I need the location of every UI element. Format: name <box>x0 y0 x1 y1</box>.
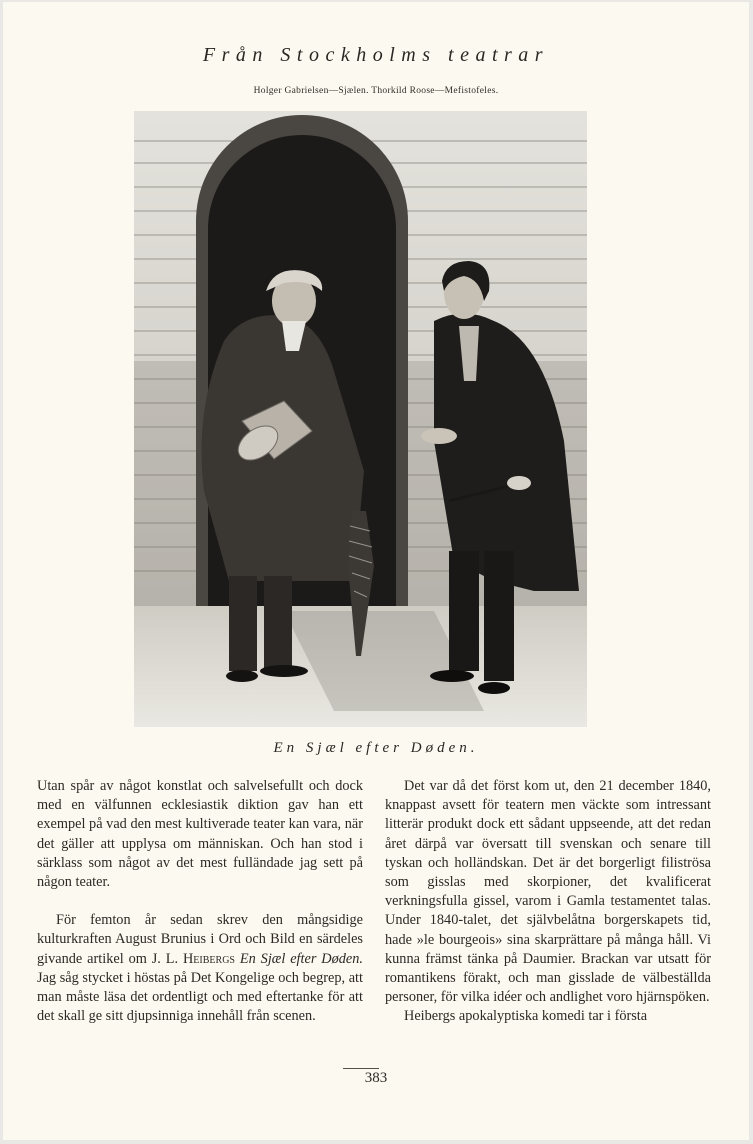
photo-illustration <box>134 111 587 727</box>
running-head: Från Stockholms teatrar <box>202 44 550 66</box>
text-run: Jag såg stycket i höstas på Det Kongelige och begrep, att man måste läsa det ordentligt och med eftertanke för att det skall ge sitt djupsinniga innehåll från scenen. <box>37 969 363 1025</box>
paragraph: Heibergs apokalyptiska komedi tar i första <box>404 1008 648 1025</box>
photo-caption: En Sjæl efter Døden. <box>273 740 479 756</box>
left-column <box>37 777 363 1026</box>
document-page <box>3 2 749 1140</box>
photo-credit: Holger Gabrielsen—Sjælen. Thorkild Roose—Mefistofeles. <box>253 86 499 96</box>
stage-photograph <box>134 111 587 727</box>
text-run: För femton år sedan skrev den mångsidige kulturkraften August Brunius i Ord och Bild en särdeles givande artikel om J. L. <box>37 912 363 967</box>
author-name-smallcaps: Heibergs <box>182 950 235 967</box>
folio-rule <box>343 1068 379 1069</box>
page-number: 383 <box>364 1070 388 1086</box>
paragraph: Det var då det först kom ut, den 21 december 1840, knappast avsett för teatern men väckte som intressant litterär produkt dock ett sådant uppseende, att det redan året därpå var översatt till svenskan och senare till tyskan och holländskan. Det är det borgerligt filiströsa som gisslas med skorpioner, det kvalificerat verkningsfulla gissel, varom i Gamla testamentet talas. Under 1840-talet, det självbelåtna borgerskapets tid, hade »le bourgeois» sina skarprättare på många håll. Vi kunna främst tänka på Daumier. Brackan var utsatt för romantikens förakt, och man gisslade de välbeställda personer, för vilka idéer och andlighet voro hjärnspöken. <box>385 778 711 1006</box>
right-column <box>385 777 711 1027</box>
play-title-italic: En Sjæl efter Døden. <box>239 950 363 967</box>
paragraph: Utan spår av något konstlat och salvelsefullt och dock med en välfunnen ecklesiastik diktion gav han ett exempel på vad den mest kultiverade teater kan vara, när det gäller att upplysa om människan. Och han stod i särklass som något av det mest fulländade jag sett på någon teater. <box>37 778 363 891</box>
paragraph <box>37 911 363 1026</box>
